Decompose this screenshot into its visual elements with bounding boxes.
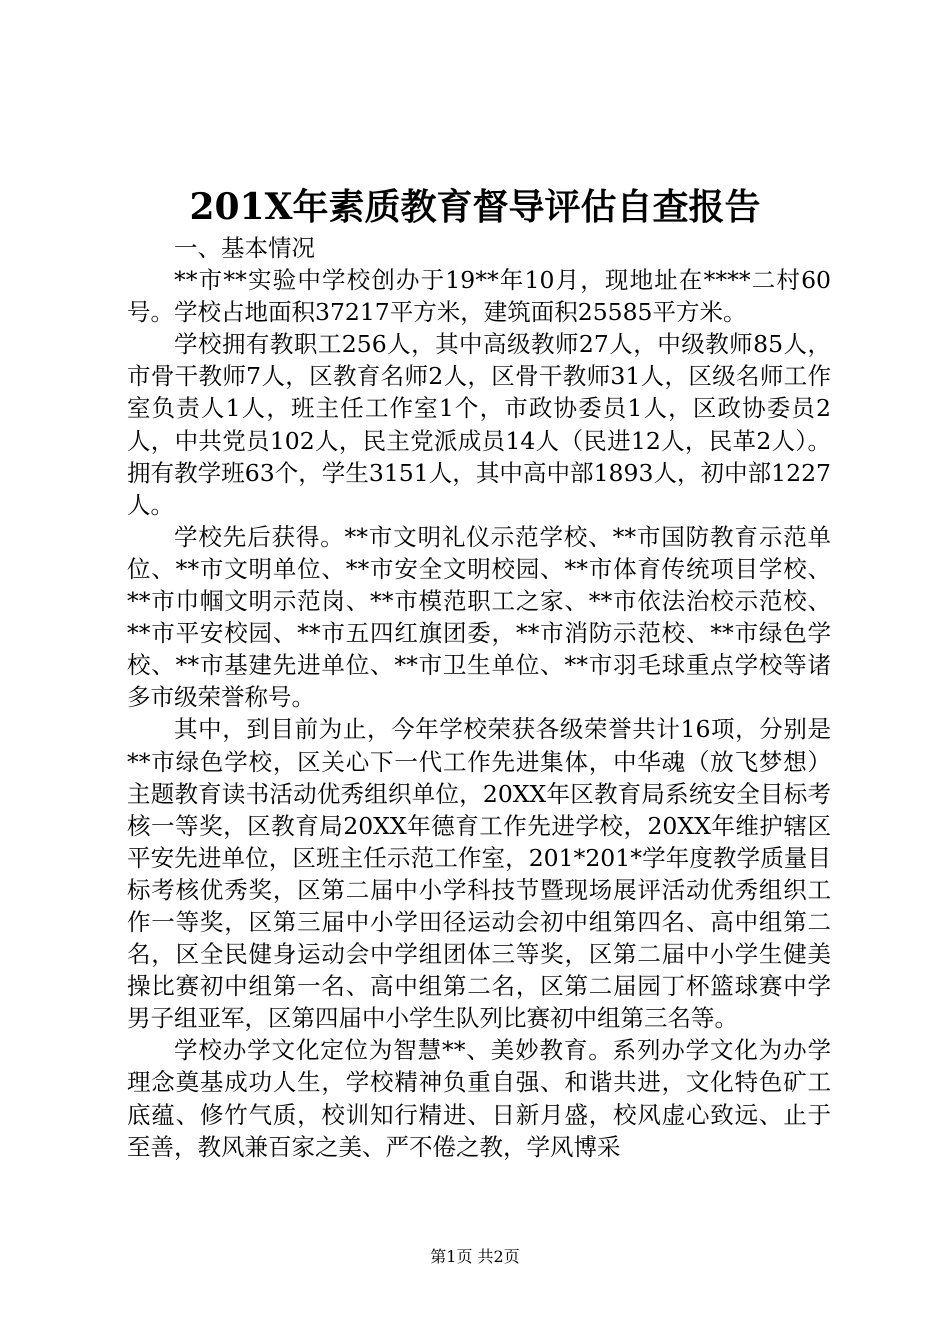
section-heading: 一、基本情况 [174,234,315,262]
paragraph: 学校办学文化定位为智慧**、美妙教育。系列办学文化为办学理念奠基成功人生，学校精神负重自强、和谐共进，文化特色矿工底蕴、修竹气质，校训知行精进、日新月盛，校风虚心致远、止于至善，教风兼百家之美、严不倦之教，学风博采 [127,1036,831,1161]
page-footer: 第1页 共2页 [430,1247,520,1266]
document-body [127,232,831,1163]
paragraph: 学校先后获得。**市文明礼仪示范学校、**市国防教育示范单位、**市文明单位、**市安全文明校园、**市体育传统项目学校、**市巾帼文明示范岗、**市模范职工之家、**市依法治校示范校、**市平安校园、**市五四红旗团委，**市消防示范校、**市绿色学校、**市基建先进单位、**市卫生单位、**市羽毛球重点学校等诸多市级荣誉称号。 [127,522,831,712]
paragraph: **市**实验中学校创办于19**年10月，现地址在****二村60号。学校占地面积37217平方米，建筑面积25585平方米。 [127,266,831,327]
document-title: 201X年素质教育督导评估自查报告 [189,186,761,228]
paragraph: 其中，到目前为止，今年学校荣获各级荣誉共计16项，分别是**市绿色学校，区关心下一代工作先进集体，中华魂（放飞梦想）主题教育读书活动优秀组织单位，20XX年区教育局系统安全目标考核一等奖，区教育局20XX年德育工作先进学校，20XX年维护辖区平安先进单位，区班主任示范工作室，201*201*学年度教学质量目标考核优秀奖，区第二届中小学科技节暨现场展评活动优秀组织工作一等奖，区第三届中小学田径运动会初中组第四名、高中组第二名，区全民健身运动会中学组团体三等奖，区第二届中小学生健美操比赛初中组第一名、高中组第二名，区第二届园丁杯篮球赛中学男子组亚军，区第四届中小学生队列比赛初中组第三名等。 [127,715,831,1033]
paragraph: 学校拥有教职工256人，其中高级教师27人，中级教师85人，市骨干教师7人，区教育名师2人，区骨干教师31人，区级名师工作室负责人1人，班主任工作室1个，市政协委员1人，区政协委员2人，中共党员102人，民主党派成员14人（民进12人，民革2人）。拥有教学班63个，学生3151人，其中高中部1893人，初中部1227人。 [127,330,831,519]
